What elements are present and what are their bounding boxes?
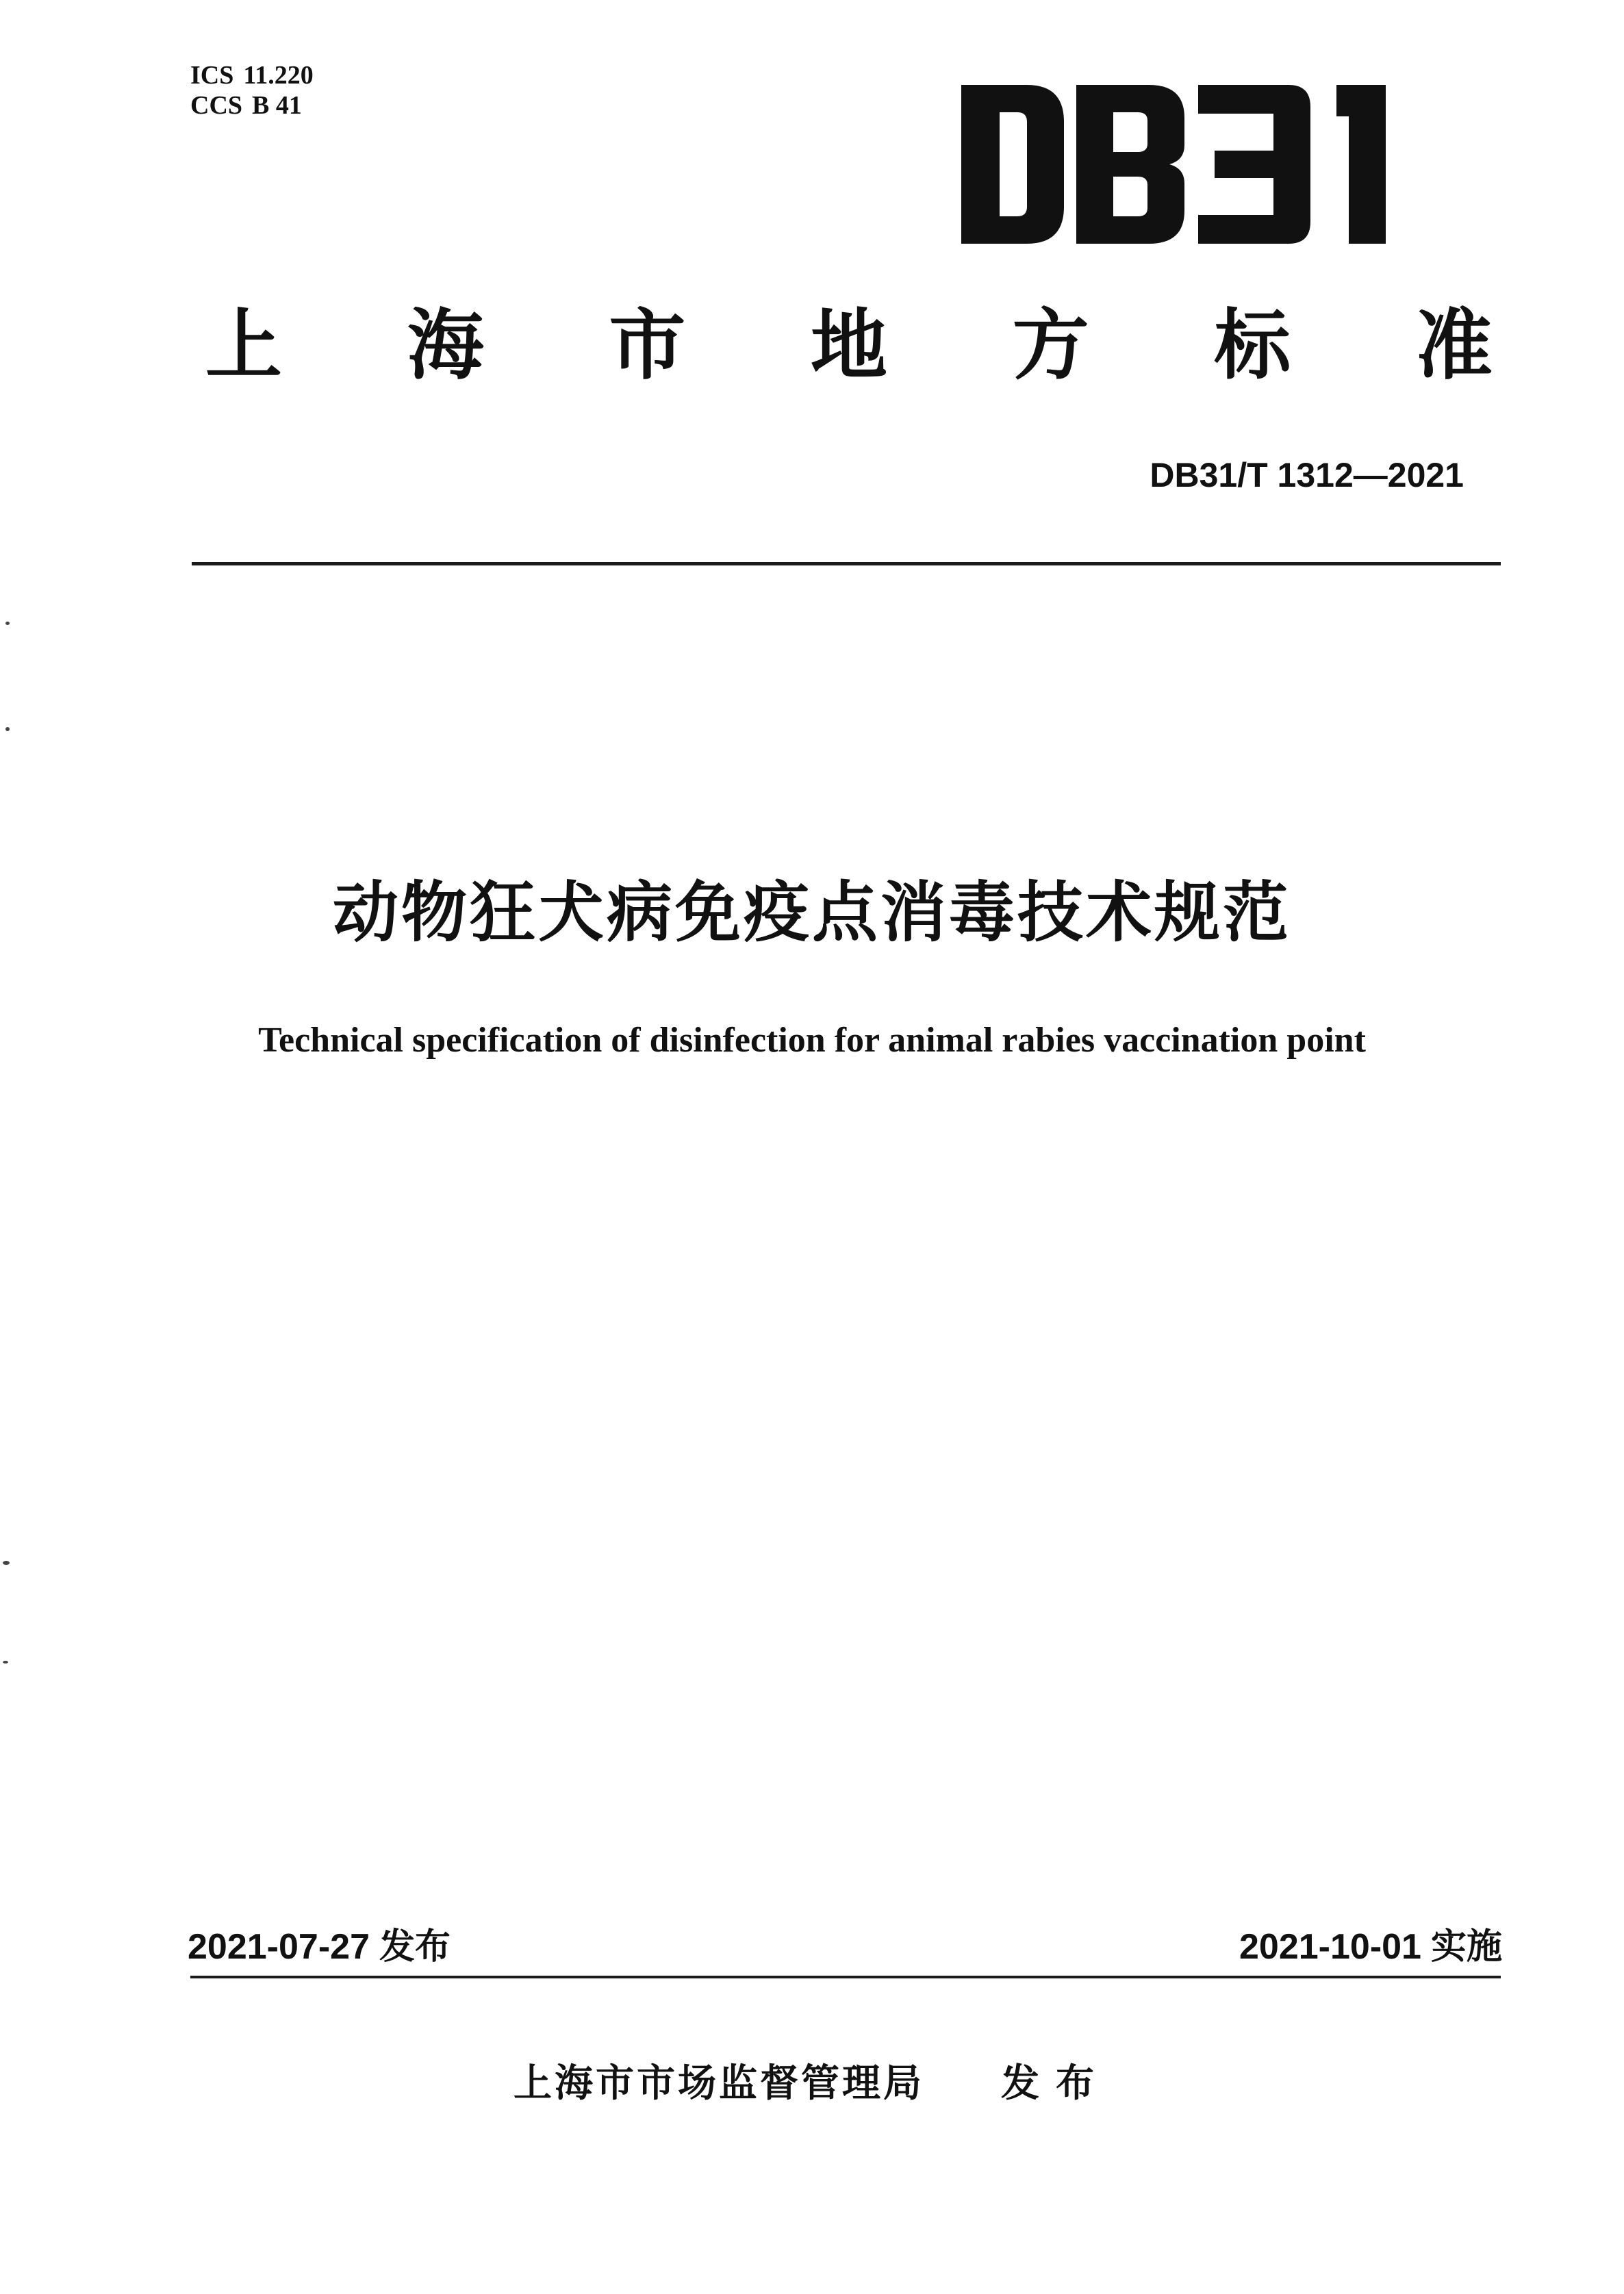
implementation-label: 实施 [1430,1927,1502,1967]
header-divider [192,562,1501,565]
standard-type-char: 准 [1415,301,1493,390]
standard-number: DB31/T 1312—2021 [1150,456,1464,494]
scan-speck [5,727,10,731]
footer-divider [190,1976,1501,1978]
ccs-label: CCS [190,91,243,120]
ccs-row [190,90,314,120]
ics-code: 11.220 [243,61,314,90]
issue-label: 发布 [379,1927,451,1967]
standard-type-char: 方 [1012,301,1089,390]
standard-type [205,294,1493,397]
db31-logo [961,85,1405,244]
scan-speck [3,1561,10,1565]
standard-type-char: 海 [407,301,484,390]
classification-codes [190,60,314,120]
implementation-date: 2021-10-01 [1239,1927,1421,1967]
title-chinese: 动物狂犬病免疫点消毒技术规范 [333,874,1291,951]
issuer-organization: 上海市市场监督管理局 [513,2061,924,2106]
title-english: Technical specification of disinfection for animal rabies vaccination point [258,1021,1366,1060]
issue-date: 2021-07-27 [188,1927,370,1967]
ccs-code: B 41 [252,91,302,120]
implementation-date-block [1239,1925,1502,1969]
standard-type-char: 标 [1214,301,1291,390]
scan-speck [3,1661,8,1664]
issuer-action: 发布 [1001,2061,1111,2106]
standard-type-char: 地 [810,301,887,390]
scan-speck [5,622,10,625]
issuer-line [0,2056,1624,2111]
standard-type-char: 市 [609,301,686,390]
ics-row [190,60,314,90]
issue-date-block [188,1925,451,1969]
ics-label: ICS [190,61,234,90]
standard-type-char: 上 [205,301,282,390]
